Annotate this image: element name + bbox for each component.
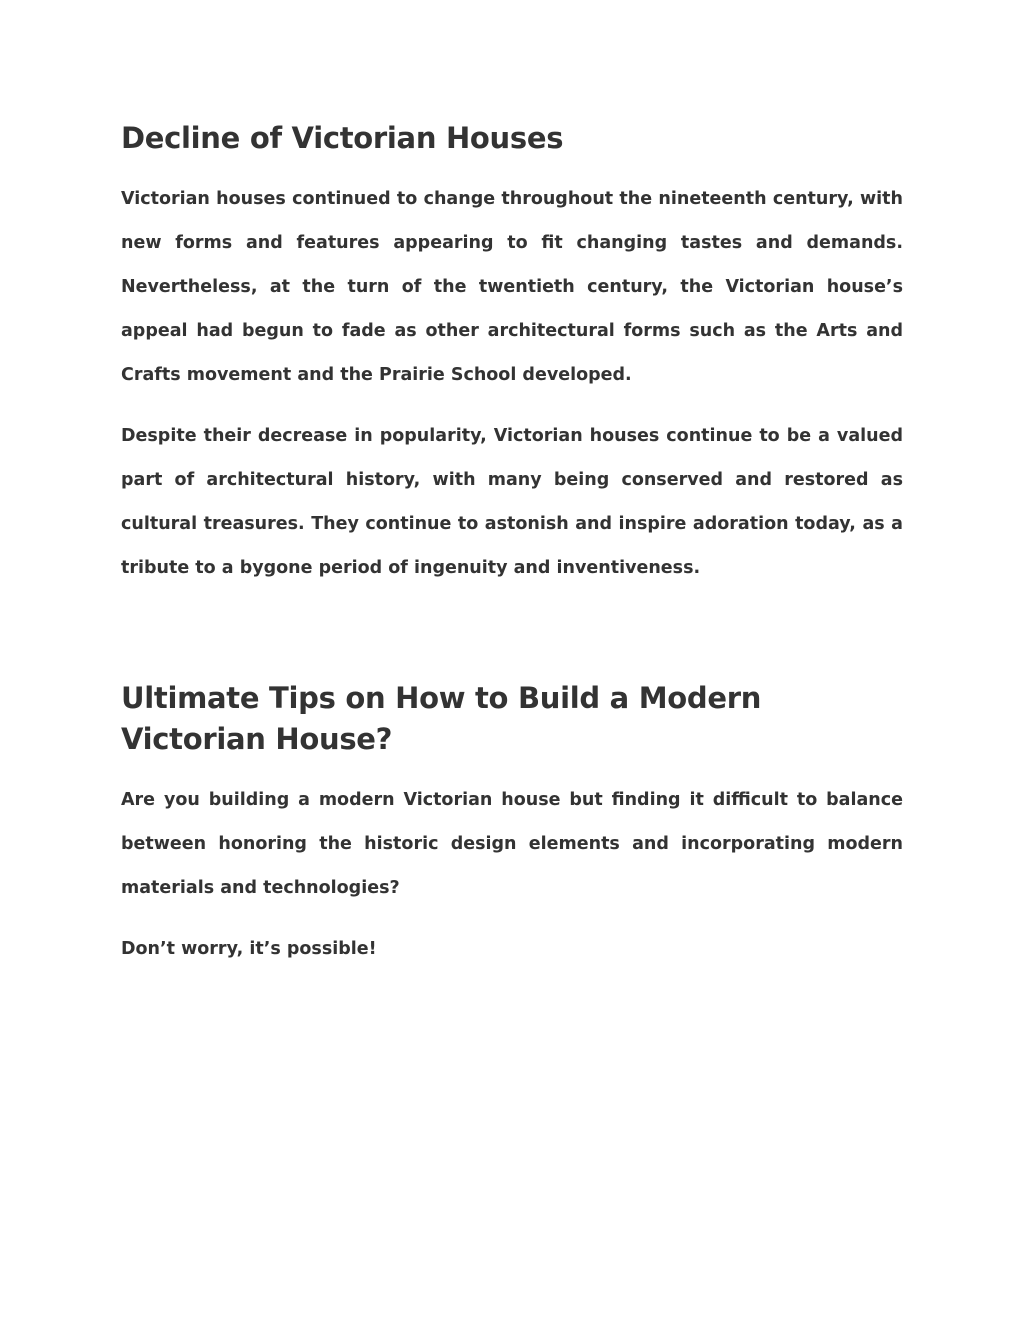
paragraph-decline-1: Victorian houses continued to change throughout the nineteenth century, with new forms and features appearing to fit changing tastes and demands. Nevertheless, at the turn of the twentieth century, the Victorian house’s appeal had begun to fade as other architectural forms such as the Arts and Crafts movement and the Prairie School developed. (121, 189, 903, 385)
paragraph-decline-2: Despite their decrease in popularity, Victorian houses continue to be a valued part of architectural history, with many being conserved and restored as cultural treasures. They continue to astonish and inspire adoration today, as a tribute to a bygone period of ingenuity and inventiveness. (121, 426, 903, 578)
section-heading-decline: Decline of Victorian Houses (121, 121, 564, 155)
section-heading-tips: Ultimate Tips on How to Build a Modern Victorian House? (121, 681, 762, 756)
paragraph-tips-1: Are you building a modern Victorian house but finding it difficult to balance between honoring the historic design elements and incorporating modern materials and technologies? (121, 790, 903, 898)
paragraph-tips-2: Don’t worry, it’s possible! (121, 939, 377, 959)
